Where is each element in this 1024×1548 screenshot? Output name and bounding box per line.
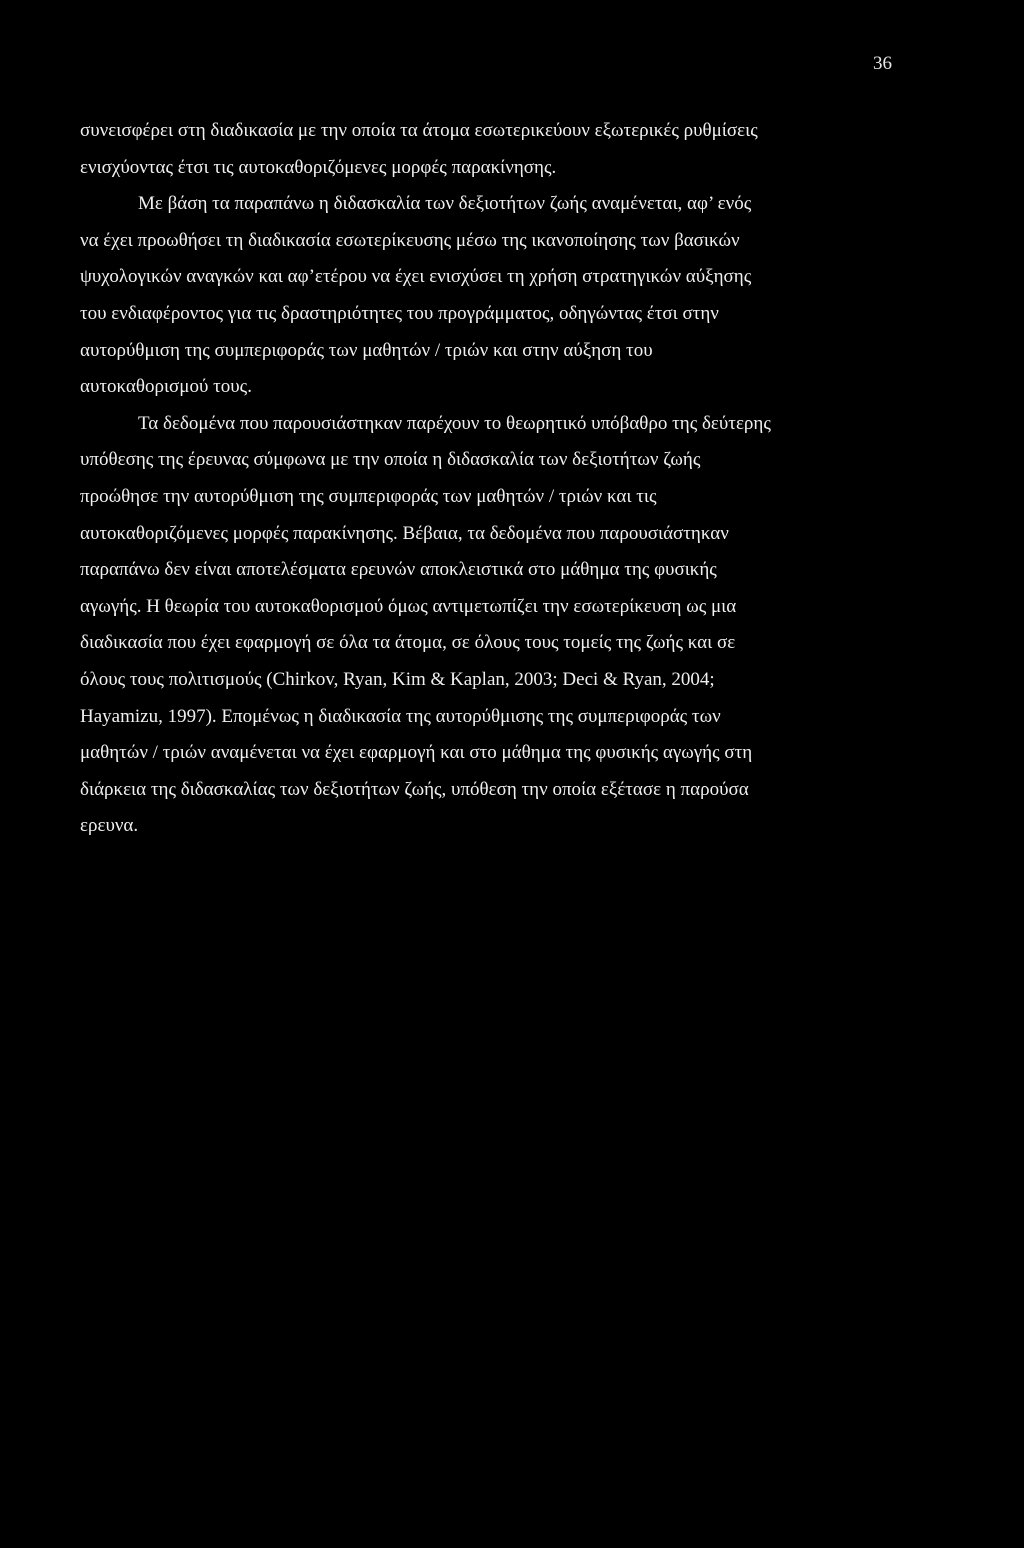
text-line: αυτοκαθοριζόμενες μορφές παρακίνησης. Βέβαια, τα δεδομένα που παρουσιάστηκαν: [80, 522, 729, 544]
text-line: ερευνα.: [80, 815, 139, 837]
text-line: του ενδιαφέροντος για τις δραστηριότητες του προγράμματος, οδηγώντας έτσι στην: [80, 302, 719, 324]
text-line: διαδικασία που έχει εφαρμογή σε όλα τα άτομα, σε όλους τους τομείς της ζωής και σε: [80, 632, 736, 654]
text-line: όλους τους πολιτισμούς (Chirkov, Ryan, Kim & Kaplan, 2003; Deci & Ryan, 2004;: [80, 668, 715, 690]
text-line: αυτορύθμιση της συμπεριφοράς των μαθητών / τριών και στην αύξηση του: [80, 339, 653, 361]
text-line: να έχει προωθήσει τη διαδικασία εσωτερίκευσης μέσω της ικανοποίησης των βασικών: [80, 229, 740, 251]
document-body: [80, 113, 900, 845]
text-line: υπόθεσης της έρευνας σύμφωνα με την οποία η διδασκαλία των δεξιοτήτων ζωής: [80, 449, 701, 471]
text-line: μαθητών / τριών αναμένεται να έχει εφαρμογή και στο μάθημα της φυσικής αγωγής στη: [80, 742, 753, 764]
text-line: ψυχολογικών αναγκών και αφ’ετέρου να έχει ενισχύσει τη χρήση στρατηγικών αύξησης: [80, 266, 752, 288]
text-line: Hayamizu, 1997). Επομένως η διαδικασία της αυτορύθμισης της συμπεριφοράς των: [80, 705, 721, 727]
paragraph-start-line: Τα δεδομένα που παρουσιάστηκαν παρέχουν το θεωρητικό υπόβαθρο της δεύτερης: [138, 412, 771, 434]
paragraph-start-line: Με βάση τα παραπάνω η διδασκαλία των δεξιοτήτων ζωής αναμένεται, αφ’ ενός: [138, 193, 752, 215]
text-line: προώθησε την αυτορύθμιση της συμπεριφοράς των μαθητών / τριών και τις: [80, 485, 657, 507]
text-line: ενισχύοντας έτσι τις αυτοκαθοριζόμενες μορφές παρακίνησης.: [80, 156, 557, 178]
text-line: παραπάνω δεν είναι αποτελέσματα ερευνών αποκλειστικά στο μάθημα της φυσικής: [80, 559, 717, 581]
page-number: 36: [873, 53, 892, 74]
text-line: αγωγής. Η θεωρία του αυτοκαθορισμού όμως αντιμετωπίζει την εσωτερίκευση ως μια: [80, 595, 737, 617]
text-line: αυτοκαθορισμού τους.: [80, 376, 252, 398]
text-line: συνεισφέρει στη διαδικασία με την οποία τα άτομα εσωτερικεύουν εξωτερικές ρυθμίσεις: [80, 120, 758, 141]
text-line: διάρκεια της διδασκαλίας των δεξιοτήτων ζωής, υπόθεση την οποία εξέτασε η παρούσα: [80, 778, 749, 800]
